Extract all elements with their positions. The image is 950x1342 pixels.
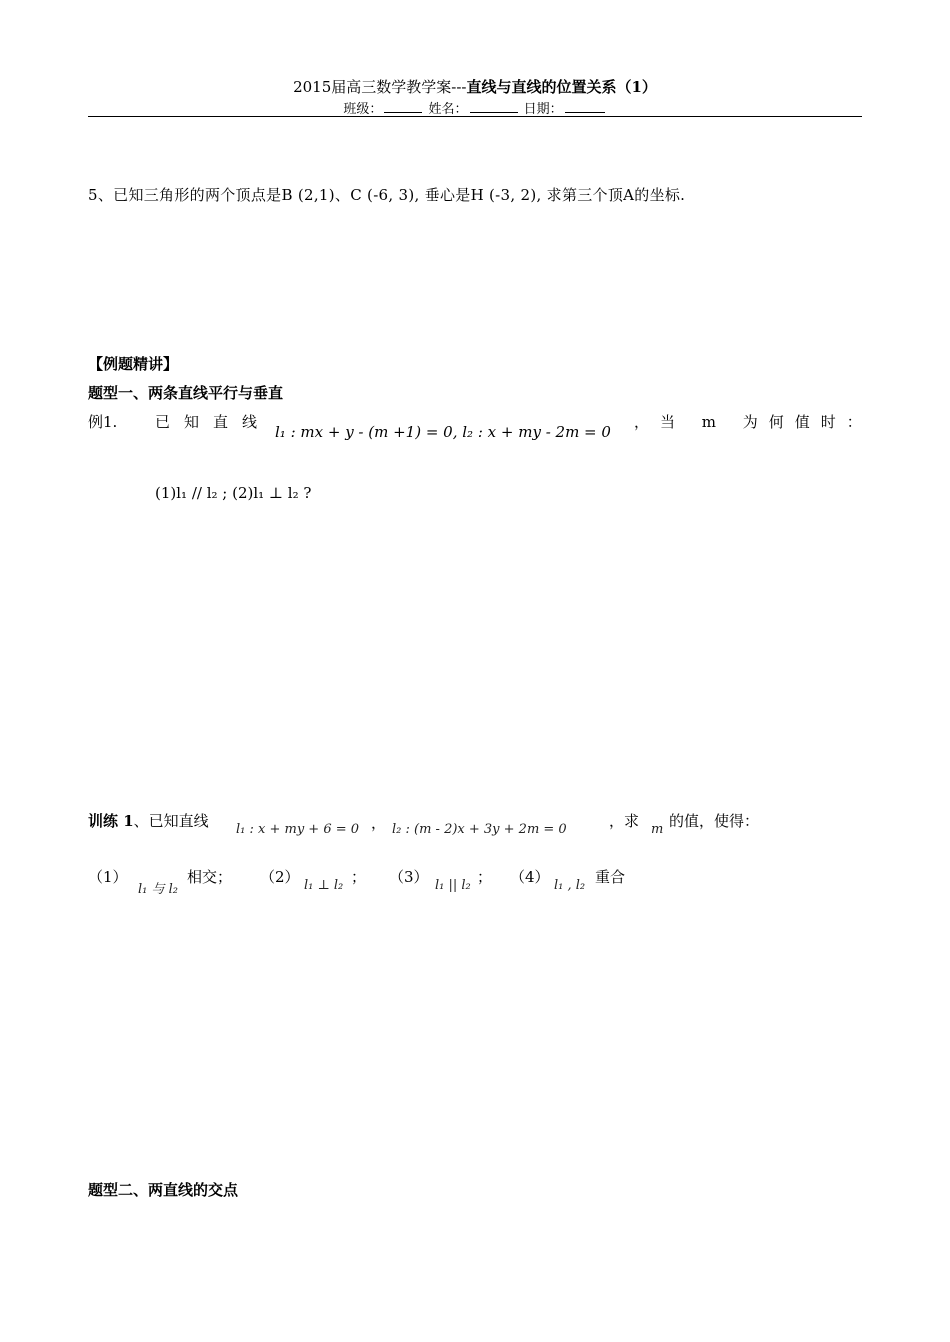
title-main: 直线与直线的位置关系（1） (466, 78, 657, 96)
training-1-item-4-num: （4） (510, 868, 550, 886)
page-title (0, 76, 950, 97)
example-1-lead: 已知直线 (155, 413, 272, 431)
header-divider (88, 116, 862, 117)
training-1-lead: 、已知直线 (133, 812, 209, 830)
training-1-item-2-num: （2） (260, 868, 300, 886)
type-2-heading: 题型二、两直线的交点 (88, 1181, 239, 1199)
title-prefix: 2015届高三数学教学案--- (293, 78, 467, 96)
training-1-ask: ，求 (609, 812, 640, 830)
training-1-tail: 的值，使得： (669, 812, 760, 830)
date-blank[interactable] (565, 100, 605, 113)
section-heading: 【例题精讲】 (88, 355, 179, 373)
example-1-equation (275, 423, 611, 441)
training-1-item-4-math: l₁ , l₂ (554, 878, 586, 893)
training-1-line (88, 810, 209, 831)
class-label: 班级： (343, 102, 383, 117)
class-blank[interactable] (384, 100, 422, 113)
training-1-sep: ， (371, 814, 387, 832)
training-1-item-1-math: l₁ 与 l₂ (138, 882, 179, 897)
training-1-var: m (651, 822, 664, 837)
problem-5: 5、已知三角形的两个顶点是B (2,1)、C (-6, 3), 垂心是H (-3, 2), 求第三个顶A的坐标. (88, 186, 686, 204)
training-1-item-2-text: ； (351, 868, 367, 886)
training-1-label: 训练 1 (88, 812, 134, 830)
training-1-item-2-math: l₁ ⊥ l₂ (304, 878, 344, 893)
example-1-equation-text: l₁ : mx + y - (m +1) = 0, l₂ : x + my - 2m = 0 (275, 423, 611, 441)
example-1-tail: ，当 m 为何值时： (634, 413, 873, 431)
date-label: 日期： (523, 102, 563, 117)
training-1-item-4-text: 重合 (595, 868, 626, 886)
example-1-question: (1)l₁ // l₂ ; (2)l₁ ⊥ l₂ ? (155, 484, 312, 502)
training-1-eq1: l₁ : x + my + 6 = 0 (236, 822, 360, 837)
training-1-item-3-math: l₁ || l₂ (435, 878, 471, 893)
student-info-fields (0, 98, 950, 117)
training-1-item-1-num: （1） (88, 868, 128, 886)
name-blank[interactable] (470, 100, 518, 113)
type-1-heading: 题型一、两条直线平行与垂直 (88, 384, 284, 402)
example-1-label: 例1. (88, 413, 118, 431)
training-1-item-3-text: ； (477, 868, 493, 886)
training-1-item-1-text: 相交； (187, 868, 233, 886)
training-1-eq2: l₂ : (m - 2)x + 3y + 2m = 0 (392, 822, 567, 837)
name-label: 姓名： (428, 102, 468, 117)
training-1-item-3-num: （3） (389, 868, 429, 886)
